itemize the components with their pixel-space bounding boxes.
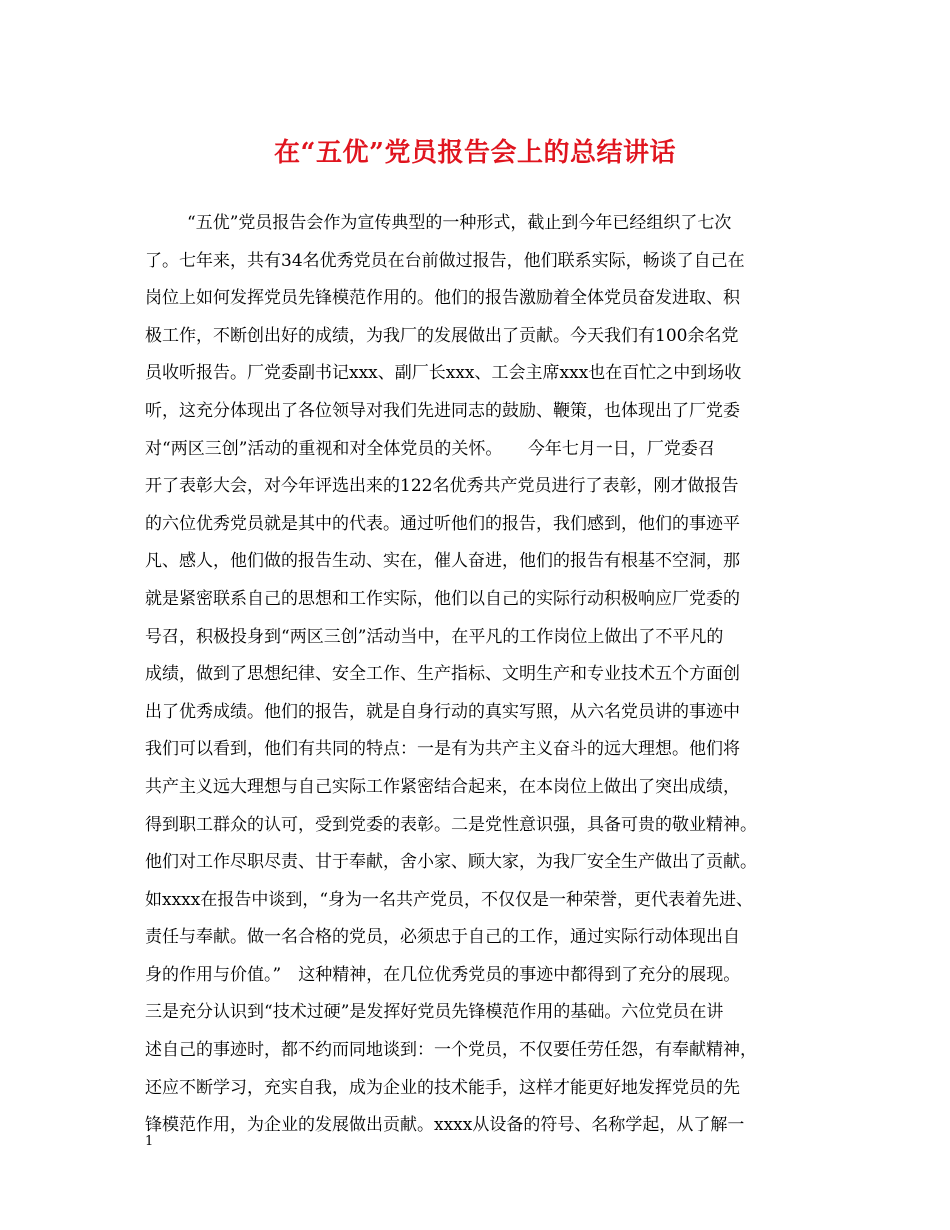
body-line: 的六位优秀党员就是其中的代表。通过听他们的报告，我们感到，他们的事迹平 [145,513,740,534]
body-line: 岗位上如何发挥党员先锋模范作用的。他们的报告激励着全体党员奋发进取、积 [145,288,740,309]
body-line: 员收听报告。厂党委副书记xxx、副厂长xxx、工会主席xxx也在百忙之中到场收 [145,363,742,384]
body-line: 就是紧密联系自己的思想和工作实际，他们以自己的实际行动积极响应厂党委的 [145,588,740,609]
body-line: 凡、感人，他们做的报告生动、实在，催人奋进，他们的报告有根基不空洞，那 [145,551,740,572]
document-title: 在“五优”党员报告会上的总结讲话 [274,138,676,168]
body-line: 出了优秀成绩。他们的报告，就是自身行动的真实写照，从六名党员讲的事迹中 [145,701,740,722]
body-line: “五优”党员报告会作为宣传典型的一种形式，截止到今年已经组织了七次 [187,213,732,233]
document-body [145,205,817,1145]
body-line: 得到职工群众的认可，受到党委的表彰。二是党性意识强，具备可贵的敬业精神。 [145,814,757,835]
body-line: 号召，积极投身到“两区三创”活动当中，在平凡的工作岗位上做出了不平凡的 [145,626,724,647]
body-line: 极工作，不断创出好的成绩，为我厂的发展做出了贡献。今天我们有100余名党 [145,325,739,346]
body-line: 听，这充分体现出了各位领导对我们先进同志的鼓励、鞭策，也体现出了厂党委 [145,400,740,421]
body-line: 他们对工作尽职尽责、甘于奉献，舍小家、顾大家，为我厂安全生产做出了贡献。 [145,852,757,873]
page-number: 1 [145,1134,154,1149]
body-line: 共产主义远大理想与自己实际工作紧密结合起来，在本岗位上做出了突出成绩， [145,776,740,797]
body-line: 锋模范作用，为企业的发展做出贡献。xxxx从设备的符号、名称学起，从了解一 [145,1115,745,1136]
body-line: 对“两区三创”活动的重视和对全体党员的关怀。 今年七月一日，厂党委召 [145,438,715,459]
body-line: 还应不断学习，充实自我，成为企业的技术能手，这样才能更好地发挥党员的先 [145,1077,740,1098]
body-line: 述自己的事迹时，都不约而同地谈到：一个党员，不仅要任劳任怨，有奉献精神， [145,1040,757,1061]
body-line: 了。七年来，共有34名优秀党员在台前做过报告，他们联系实际，畅谈了自己在 [145,250,745,271]
body-line: 我们可以看到，他们有共同的特点：一是有为共产主义奋斗的远大理想。他们将 [145,739,740,760]
body-line: 三是充分认识到“技术过硬”是发挥好党员先锋模范作用的基础。六位党员在讲 [145,1002,724,1023]
body-line: 开了表彰大会，对今年评选出来的122名优秀共产党员进行了表彰，刚才做报告 [145,476,739,497]
body-line: 身的作用与价值。” 这种精神，在几位优秀党员的事迹中都得到了充分的展现。 [145,964,741,985]
body-line: 责任与奉献。做一名合格的党员，必须忠于自己的工作，通过实际行动体现出自 [145,927,740,948]
body-line: 如xxxx在报告中谈到，“身为一名共产党员，不仅仅是一种荣誉，更代表着先进、 [145,889,754,910]
body-line: 成绩，做到了思想纪律、安全工作、生产指标、文明生产和专业技术五个方面创 [145,664,740,685]
